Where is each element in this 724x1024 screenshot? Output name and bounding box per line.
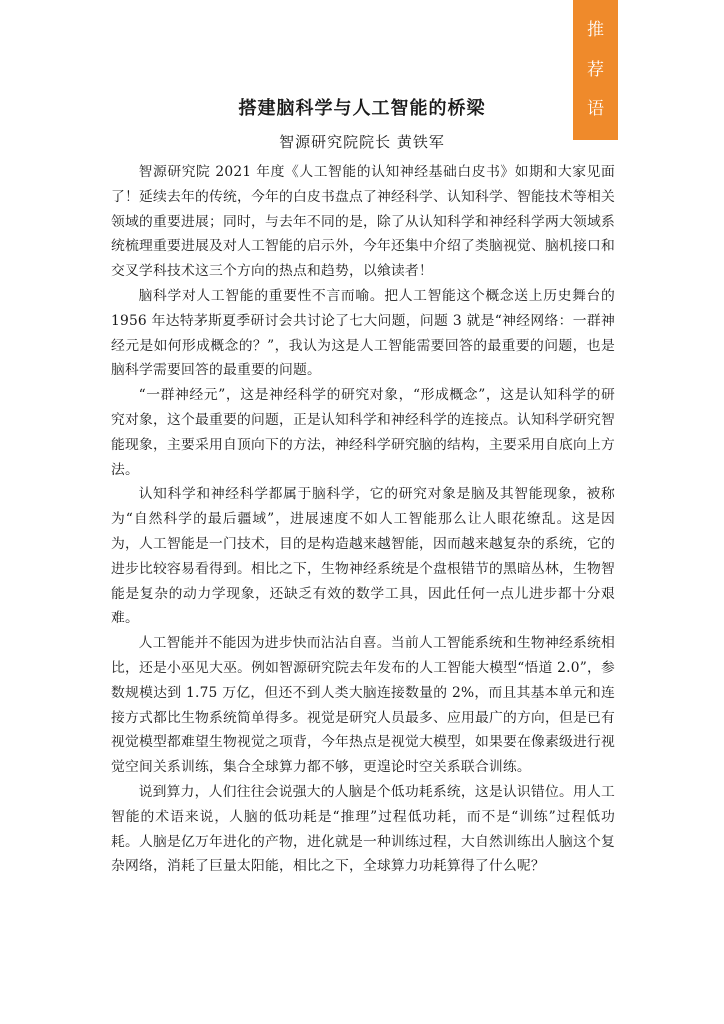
paragraph: 智源研究院 2021 年度《人工智能的认知神经基础白皮书》如期和大家见面了！延续去年的传统，今年的白皮书盘点了神经科学、认知科学、智能技术等相关领域的重要进展；同时，与去年不同的是，除了从认知科学和神经科学两大领域系统梳理重要进展及对人工智能的启示外，今年还集中介绍了类脑视觉、脑机接口和交叉学科技术这三个方向的热点和趋势，以飨读者！ [111,164,615,280]
article-author: 智源研究院院长 黄铁军 [279,133,445,151]
article-body [111,160,615,879]
section-tab-char-2: 荐 [587,59,604,80]
section-tab-char-1: 推 [587,20,604,41]
section-tab-char-3: 语 [587,98,604,119]
article-title: 搭建脑科学与人工智能的桥梁 [238,98,486,119]
paragraph: 脑科学对人工智能的重要性不言而喻。把人工智能这个概念送上历史舞台的 1956 年达特茅斯夏季研讨会共讨论了七大问题，问题 3 就是“神经网络：一群神经元是如何形成概念的？”，我认为这是人工智能需要回答的最重要的问题，也是脑科学需要回答的最重要的问题。 [111,287,615,379]
paragraph: 说到算力，人们往往会说强大的人脑是个低功耗系统，这是认识错位。用人工智能的术语来说，人脑的低功耗是“推理”过程低功耗，而不是“训练”过程低功耗。人脑是亿万年进化的产物，进化就是一种训练过程，大自然训练出人脑这个复杂网络，消耗了巨量太阳能，相比之下，全球算力功耗算得了什么呢？ [111,783,615,875]
paragraph: “一群神经元”，这是神经科学的研究对象，“形成概念”，这是认知科学的研究对象，这个最重要的问题，正是认知科学和神经科学的连接点。认知科学研究智能现象，主要采用自顶向下的方法，神经科学研究脑的结构，主要采用自底向上方法。 [111,387,615,478]
paragraph: 认知科学和神经科学都属于脑科学，它的研究对象是脑及其智能现象，被称为“自然科学的最后疆域”，进展速度不如人工智能那么让人眼花缭乱。这是因为，人工智能是一门技术，目的是构造越来越智能，因而越来越复杂的系统，它的进步比较容易看得到。相比之下，生物神经系统是个盘根错节的黑暗丛林，生物智能是复杂的动力学现象，还缺乏有效的数学工具，因此任何一点儿进步都十分艰难。 [111,486,615,627]
paragraph: 人工智能并不能因为进步快而沾沾自喜。当前人工智能系统和生物神经系统相比，还是小巫见大巫。例如智源研究院去年发布的人工智能大模型“悟道 2.0”，参数规模达到 1.75 万亿，但还不到人类大脑连接数量的 2%，而且其基本单元和连接方式都比生物系统简单得多。视觉是研究人员最多、应用最广的方向，但是已有视觉模型都难望生物视觉之项背，今年热点是视觉大模型，如果要在像素级进行视觉空间关系训练，集合全球算力都不够，更遑论时空关系联合训练。 [111,635,615,776]
